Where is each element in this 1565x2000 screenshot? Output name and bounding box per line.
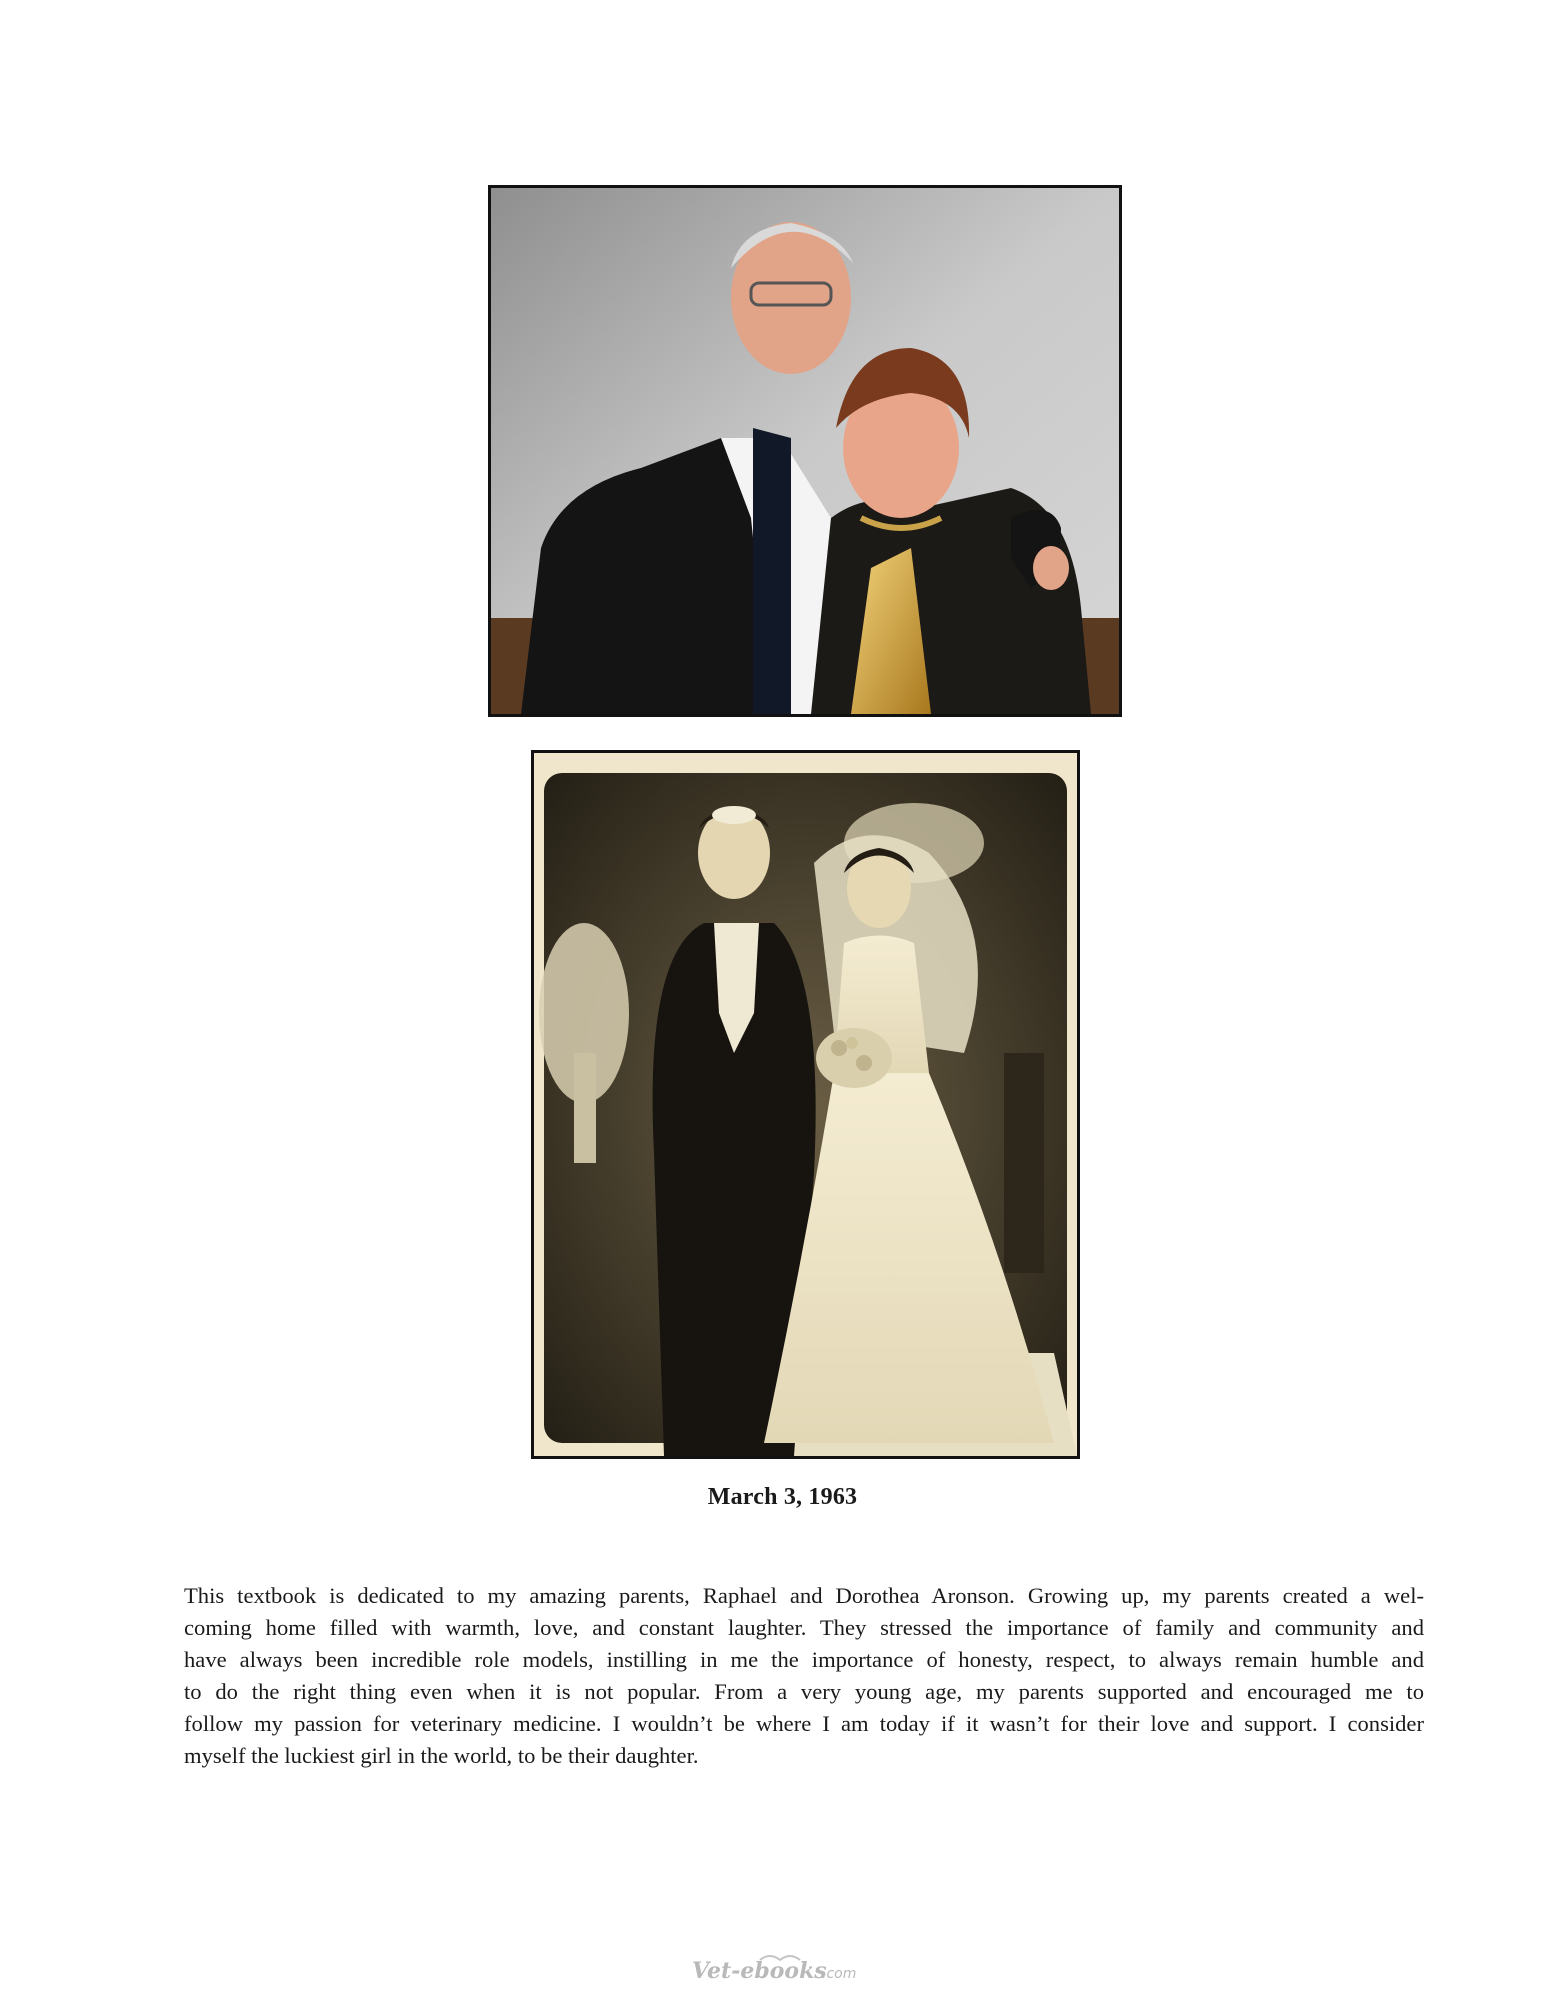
portrait-photo-couple xyxy=(488,185,1122,717)
dedication-line: This textbook is dedicated to my amazing parents, Raphael and Dorothea Aronson. Growing up, my parents created a wel- xyxy=(184,1583,1424,1608)
wedding-photo xyxy=(531,750,1080,1459)
dedication-line: to do the right thing even when it is not popular. From a very young age, my parents supported and encouraged me to xyxy=(184,1679,1424,1704)
svg-text:.com: .com xyxy=(822,1966,857,1982)
dedication-paragraph xyxy=(184,1580,1424,1772)
dedication-line: have always been incredible role models, instilling in me the importance of honesty, respect, to always remain humble and xyxy=(184,1647,1424,1672)
dedication-line: follow my passion for veterinary medicine. I wouldn’t be where I am today if it wasn’t for their love and support. I consider xyxy=(184,1711,1424,1736)
photo-caption-date: March 3, 1963 xyxy=(707,1484,858,1510)
dedication-line: coming home filled with warmth, love, and constant laughter. They stressed the importance of family and community and xyxy=(184,1615,1424,1640)
watermark-logo-icon xyxy=(690,1952,870,1986)
wedding-photo-image xyxy=(534,753,1077,1456)
dedication-line: myself the luckiest girl in the world, to be their daughter. xyxy=(184,1743,699,1768)
portrait-photo-image xyxy=(491,188,1119,714)
svg-text:Vet-ebooks: Vet-ebooks xyxy=(692,1958,827,1984)
vet-ebooks-watermark-logo xyxy=(690,1952,870,1986)
